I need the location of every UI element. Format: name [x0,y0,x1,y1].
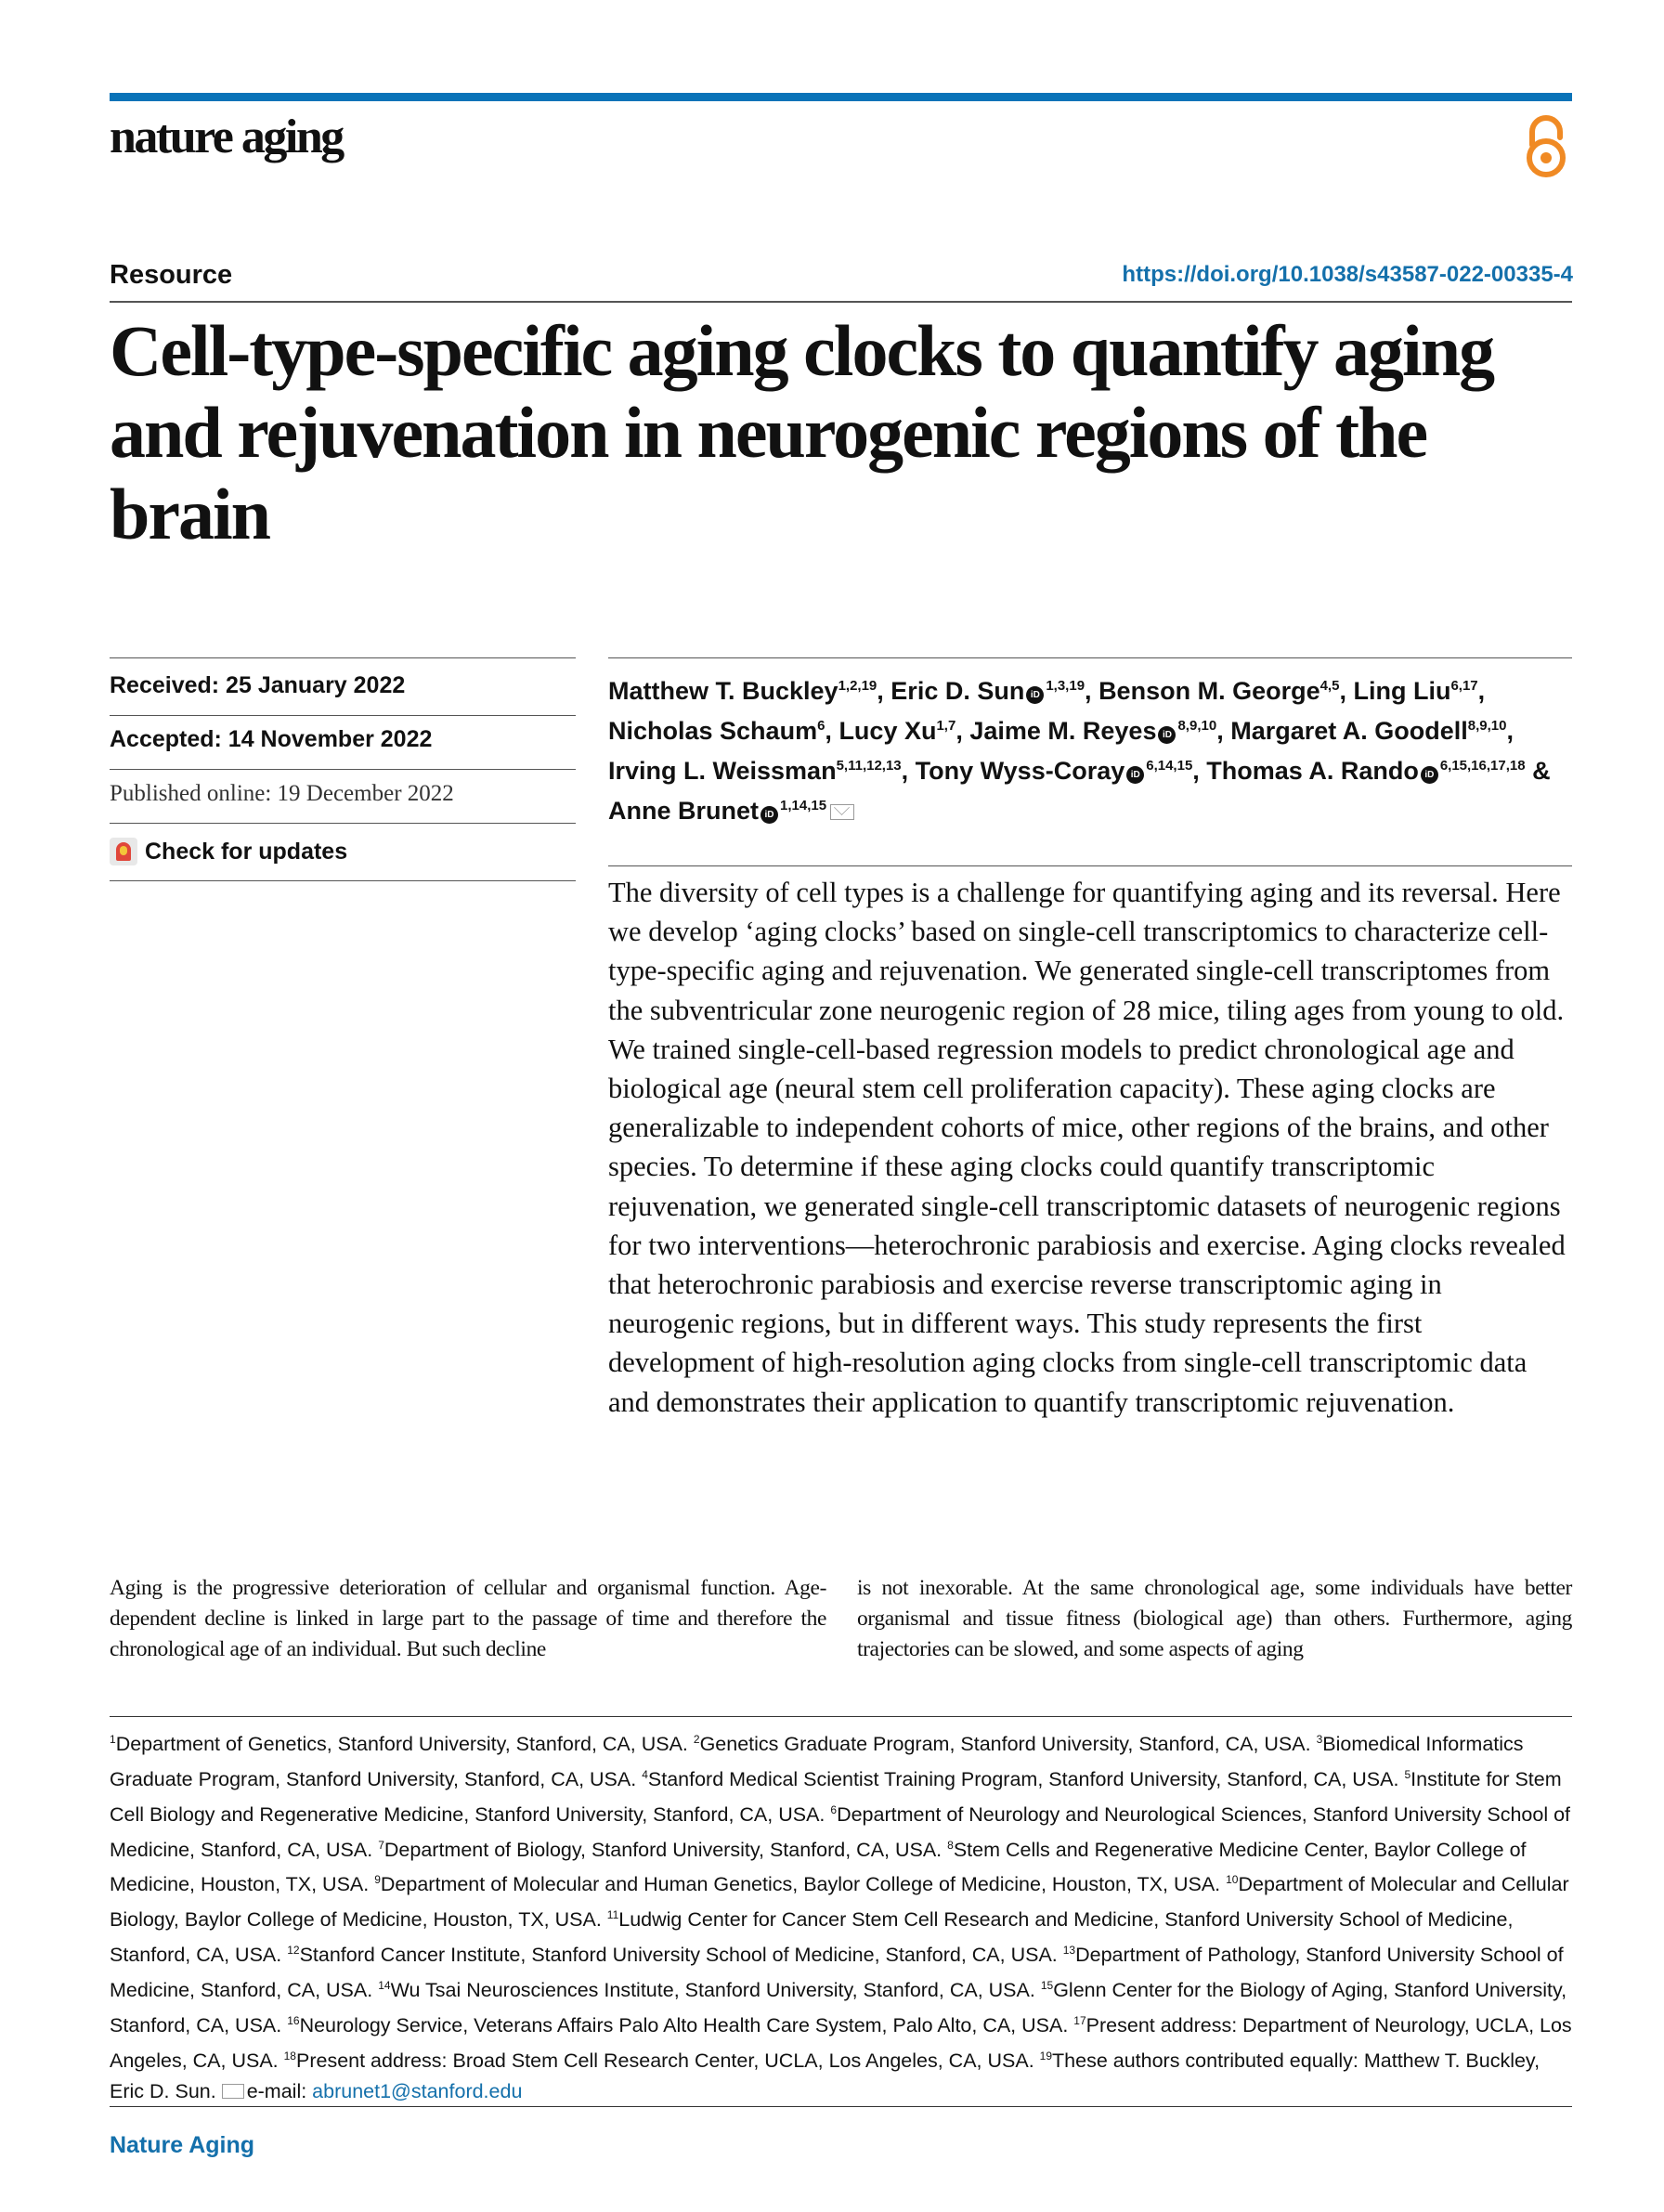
orcid-icon[interactable]: iD [1421,766,1438,784]
affiliation-number: 15 [1040,1979,1054,1993]
affiliation-text: These authors contributed equally: Matthew T. Buckley, Eric D. Sun. [110,2049,1540,2102]
affiliation-number: 9 [374,1873,381,1887]
affiliation-text: Neurology Service, Veterans Affairs Palo Alto Health Care System, Palo Alto, CA, USA. [299,2014,1069,2037]
affiliation-text: Department of Molecular and Human Genetics, Baylor College of Medicine, Houston, TX, USA. [380,1873,1221,1896]
author-affiliation-refs: 6,15,16,17,18 [1439,758,1526,774]
journal-logo: nature aging [110,111,343,163]
published-date: Published online: 19 December 2022 [110,781,454,806]
meta-divider [110,769,576,770]
affiliation-number: 3 [1316,1733,1323,1746]
author-name[interactable]: Lucy Xu [838,717,937,745]
author-name[interactable]: Benson M. George [1098,677,1320,705]
affiliation-text: Department of Neurology and Neurological Sciences, Stanford University School of Medicine, Stanford, CA, USA. [110,1802,1570,1861]
affiliation-number: 17 [1073,2013,1086,2027]
affiliation-text: Institute for Stem Cell Biology and Regenerative Medicine, Stanford University, Stanford, CA, USA. [110,1768,1562,1826]
received-date: Received: 25 January 2022 [110,672,406,698]
author-affiliation-refs: 6,14,15 [1146,758,1193,774]
author-affiliation-refs: 4,5 [1320,678,1340,694]
author-name[interactable]: & Anne Brunet [608,757,1551,825]
affiliation-text: Department of Biology, Stanford University, Stanford, CA, USA. [384,1838,942,1861]
affiliation-text: Stanford Medical Scientist Training Program, Stanford University, Stanford, CA, USA. [647,1768,1399,1791]
author-name[interactable]: Ling Liu [1353,677,1451,705]
affiliations [110,1724,1577,2106]
affiliation-number: 8 [947,1838,954,1852]
mail-icon [222,2084,244,2099]
author-affiliation-refs: 6,17 [1450,678,1478,694]
corresponding-author-mail-icon[interactable] [830,804,854,820]
affiliation-number: 1 [110,1733,116,1746]
authors-divider [608,657,1572,658]
orcid-icon[interactable]: iD [1126,766,1144,784]
email-label: e-mail: [246,2079,313,2102]
open-access-icon[interactable] [1519,113,1573,180]
header-divider [110,301,1572,303]
orcid-icon[interactable]: iD [1158,726,1176,744]
affiliation-text: Present address: Department of Neurology, UCLA, Los Angeles, CA, USA. [110,2014,1572,2072]
orcid-icon[interactable]: iD [1026,686,1044,704]
affiliation-number: 18 [283,2049,296,2062]
affiliation-text: Department of Pathology, Stanford University School of Medicine, Stanford, CA, USA. [110,1944,1564,2002]
meta-divider [110,715,576,716]
author-name[interactable]: Margaret A. Goodell [1230,717,1468,745]
affiliation-number: 11 [606,1908,619,1922]
author-name[interactable]: Irving L. Weissman [608,757,837,785]
article-title: Cell-type-specific aging clocks to quantify aging and rejuvenation in neurogenic regions of the brain [110,310,1494,554]
affiliation-number: 2 [693,1733,700,1746]
check-updates-icon [110,838,137,865]
affiliations-divider [110,1716,1572,1717]
meta-divider [110,880,576,881]
affiliation-text: Present address: Broad Stem Cell Research Center, UCLA, Los Angeles, CA, USA. [295,2049,1034,2072]
meta-divider [110,657,576,658]
author-list: Matthew T. Buckley$^{1,2,19}$, Eric D. Sun iD$^{1,3,19}$, Benson M. George$^{4,5}$, Ling Liu$^{6,17}$, Nicholas Schaum$^6$, Lucy Xu$^{1,7}$, Jaime M. Reyes iD$^{8,9,10}$, Margaret A. Goodell$^{8,9,10}$, Irving L. Weissman$^{5,11,12,13}$, Tony Wyss-Coray iD$^{6,14,15}$, Thomas A. Rando iD$^{6,15,16,17,18}$ & Anne Brunet iD$^{1,14,15}$ [608,677,1551,825]
author-name[interactable]: Tony Wyss-Coray [915,757,1125,785]
journal-top-bar [110,93,1572,101]
affiliation-text: Stem Cells and Regenerative Medicine Center, Baylor College of Medicine, Houston, TX, USA. [110,1838,1527,1896]
doi-link[interactable]: https://doi.org/10.1038/s43587-022-00335-4 [1122,262,1573,287]
author-affiliation-refs: 5,11,12,13 [836,758,902,774]
author-name[interactable]: Thomas A. Rando [1206,757,1419,785]
author-affiliation-refs: 6 [817,718,826,734]
affiliation-number: 12 [287,1944,300,1958]
author-affiliation-refs: 1,3,19 [1046,678,1086,694]
affiliation-text: Wu Tsai Neurosciences Institute, Stanford University, Stanford, CA, USA. [390,1979,1035,2002]
affiliation-number: 5 [1404,1767,1411,1781]
author-affiliation-refs: 8,9,10 [1177,718,1217,734]
corresponding-email-link[interactable]: abrunet1@stanford.edu [312,2079,523,2102]
footer-journal-name: Nature Aging [110,2132,255,2158]
affiliation-text: Genetics Graduate Program, Stanford University, Stanford, CA, USA. [699,1733,1311,1756]
affiliation-text: Department of Genetics, Stanford University, Stanford, CA, USA. [115,1733,688,1756]
affiliation-number: 6 [830,1802,838,1816]
author-name[interactable]: Nicholas Schaum [608,717,818,745]
author-name[interactable]: Eric D. Sun [890,677,1025,705]
affiliation-text: Biomedical Informatics Graduate Program, Stanford University, Stanford, CA, USA. [110,1733,1524,1791]
abstract: The diversity of cell types is a challenge for quantifying aging and its reversal. Here we develop ‘aging clocks’ based on single-cell transcriptomics to characterize cell-type-specific aging and rejuvenation. We generated single-cell transcriptomes from the subventricular zone neurogenic region of 28 mice, tiling ages from young to old. We trained single-cell-based regression models to predict chronological age and biological age (neural stem cell proliferation capacity). These aging clocks are generalizable to independent cohorts of mice, other regions of the brains, and other species. To determine if these aging clocks could quantify transcriptomic rejuvenation, we generated single-cell transcriptomic datasets of neurogenic regions for two interventions—heterochronic parabiosis and exercise. Aging clocks revealed that heterochronic parabiosis and exercise reverse transcriptomic aging in neurogenic regions, but in different ways. This study represents the first development of high-resolution aging clocks from single-cell transcriptomic data and demonstrates their application to quantify transcriptomic rejuvenation. [608,877,1566,1418]
accepted-date: Accepted: 14 November 2022 [110,726,433,752]
affiliation-number: 4 [642,1767,648,1781]
author-affiliation-refs: 1,2,19 [838,678,878,694]
affiliation-number: 13 [1062,1944,1076,1958]
author-affiliation-refs: 1,14,15 [780,798,827,813]
affiliation-number: 19 [1039,2049,1053,2062]
body-column-2: is not inexorable. At the same chronological age, some individuals have better organismal and tissue fitness (biological age) than others. Furthermore, aging trajectories can be slowed, and some aspects of aging [857,1576,1572,1661]
affiliation-number: 16 [287,2013,300,2027]
body-column-1: Aging is the progressive deterioration of cellular and organismal function. Age-dependent decline is linked in large part to the passage of time and therefore the chronological age of an individual. But such decline [110,1576,826,1661]
affiliation-text: Ludwig Center for Cancer Stem Cell Research and Medicine, Stanford University School of Medicine, Stanford, CA, USA. [110,1908,1514,1967]
author-affiliation-refs: 1,7 [936,718,956,734]
author-name[interactable]: Matthew T. Buckley [608,677,838,705]
article-type: Resource [110,260,233,290]
affiliation-text: Glenn Center for the Biology of Aging, Stanford University, Stanford, CA, USA. [110,1979,1567,2037]
meta-divider [110,823,576,824]
affiliation-number: 7 [378,1838,384,1852]
footer-divider [110,2106,1572,2107]
abstract-divider [608,865,1572,866]
check-updates-label: Check for updates [145,838,348,865]
check-for-updates-link[interactable] [110,838,347,865]
affiliation-text: Stanford Cancer Institute, Stanford University School of Medicine, Stanford, CA, USA. [299,1944,1058,1967]
orcid-icon[interactable]: iD [760,806,778,824]
author-affiliation-refs: 8,9,10 [1467,718,1507,734]
affiliation-number: 10 [1226,1873,1239,1887]
author-name[interactable]: Jaime M. Reyes [969,717,1157,745]
affiliation-text: Department of Molecular and Cellular Biology, Baylor College of Medicine, Houston, TX, USA. [110,1873,1569,1932]
affiliation-number: 14 [378,1979,391,1993]
